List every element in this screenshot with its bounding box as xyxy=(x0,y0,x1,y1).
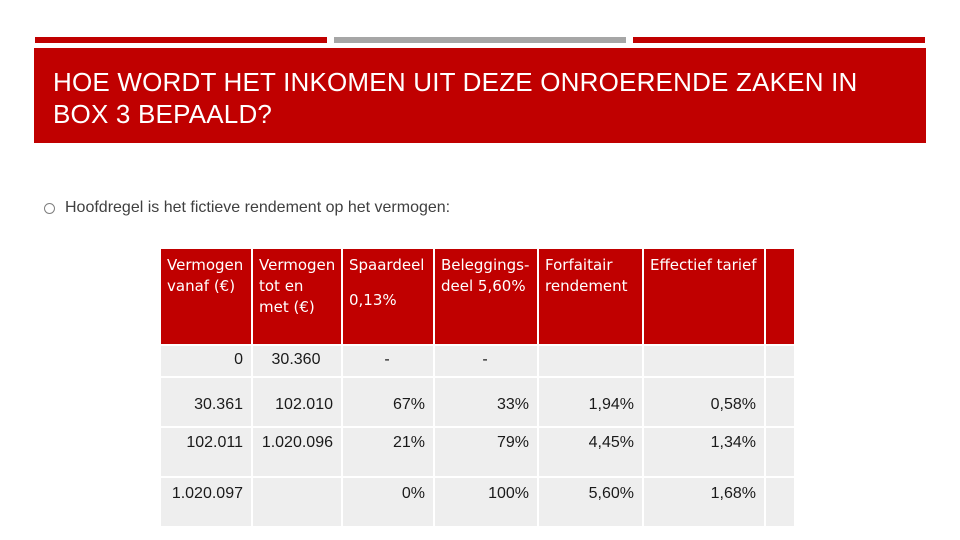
return-table xyxy=(161,249,796,528)
table-row xyxy=(161,377,795,427)
table-cell: 30.361 xyxy=(161,377,252,427)
header-cell: Forfaitair rendement xyxy=(538,249,643,345)
table-header-row xyxy=(161,249,795,345)
header-cell-text: Spaardeel xyxy=(349,256,425,274)
table-cell: 1,68% xyxy=(643,477,765,527)
table-cell xyxy=(765,345,795,377)
table-cell: 21% xyxy=(342,427,434,477)
bullet-item xyxy=(44,199,450,217)
table-cell: 33% xyxy=(434,377,538,427)
table-cell: 1.020.096 xyxy=(252,427,342,477)
table-cell: 4,45% xyxy=(538,427,643,477)
table-cell: 1.020.097 xyxy=(161,477,252,527)
table-cell: 67% xyxy=(342,377,434,427)
table-cell: 5,60% xyxy=(538,477,643,527)
table-cell: 102.011 xyxy=(161,427,252,477)
table-cell: 0,58% xyxy=(643,377,765,427)
top-accent-bar-middle xyxy=(334,37,626,43)
table-cell xyxy=(538,345,643,377)
header-cell xyxy=(765,249,795,345)
table-cell: 0% xyxy=(342,477,434,527)
header-cell-rate: 0,13% xyxy=(349,291,397,309)
top-accent-bar-left xyxy=(35,37,327,43)
table-cell: 102.010 xyxy=(252,377,342,427)
header-cell xyxy=(342,249,434,345)
table-cell: 0 xyxy=(161,345,252,377)
table-cell: - xyxy=(434,345,538,377)
table-row xyxy=(161,345,795,377)
table-cell: 1,94% xyxy=(538,377,643,427)
table-cell xyxy=(643,345,765,377)
title-band xyxy=(34,48,926,143)
table-cell: 30.360 xyxy=(252,345,342,377)
circle-bullet-icon xyxy=(44,203,55,214)
slide-title: HOE WORDT HET INKOMEN UIT DEZE ONROERENDE ZAKEN IN BOX 3 BEPAALD? xyxy=(53,67,858,129)
table-cell xyxy=(252,477,342,527)
table-cell: 100% xyxy=(434,477,538,527)
table-row xyxy=(161,427,795,477)
table-cell: 1,34% xyxy=(643,427,765,477)
bullet-text: Hoofdregel is het fictieve rendement op het vermogen: xyxy=(65,199,451,216)
table-cell: - xyxy=(342,345,434,377)
top-accent-bar-right xyxy=(633,37,925,43)
table-cell: 79% xyxy=(434,427,538,477)
header-cell: Beleggings-deel 5,60% xyxy=(434,249,538,345)
header-cell: Vermogen vanaf (€) xyxy=(161,249,252,345)
header-cell: Vermogen tot en met (€) xyxy=(252,249,342,345)
table-cell xyxy=(765,377,795,427)
table-cell xyxy=(765,477,795,527)
table-row xyxy=(161,477,795,527)
table-cell xyxy=(765,427,795,477)
header-cell: Effectief tarief xyxy=(643,249,765,345)
